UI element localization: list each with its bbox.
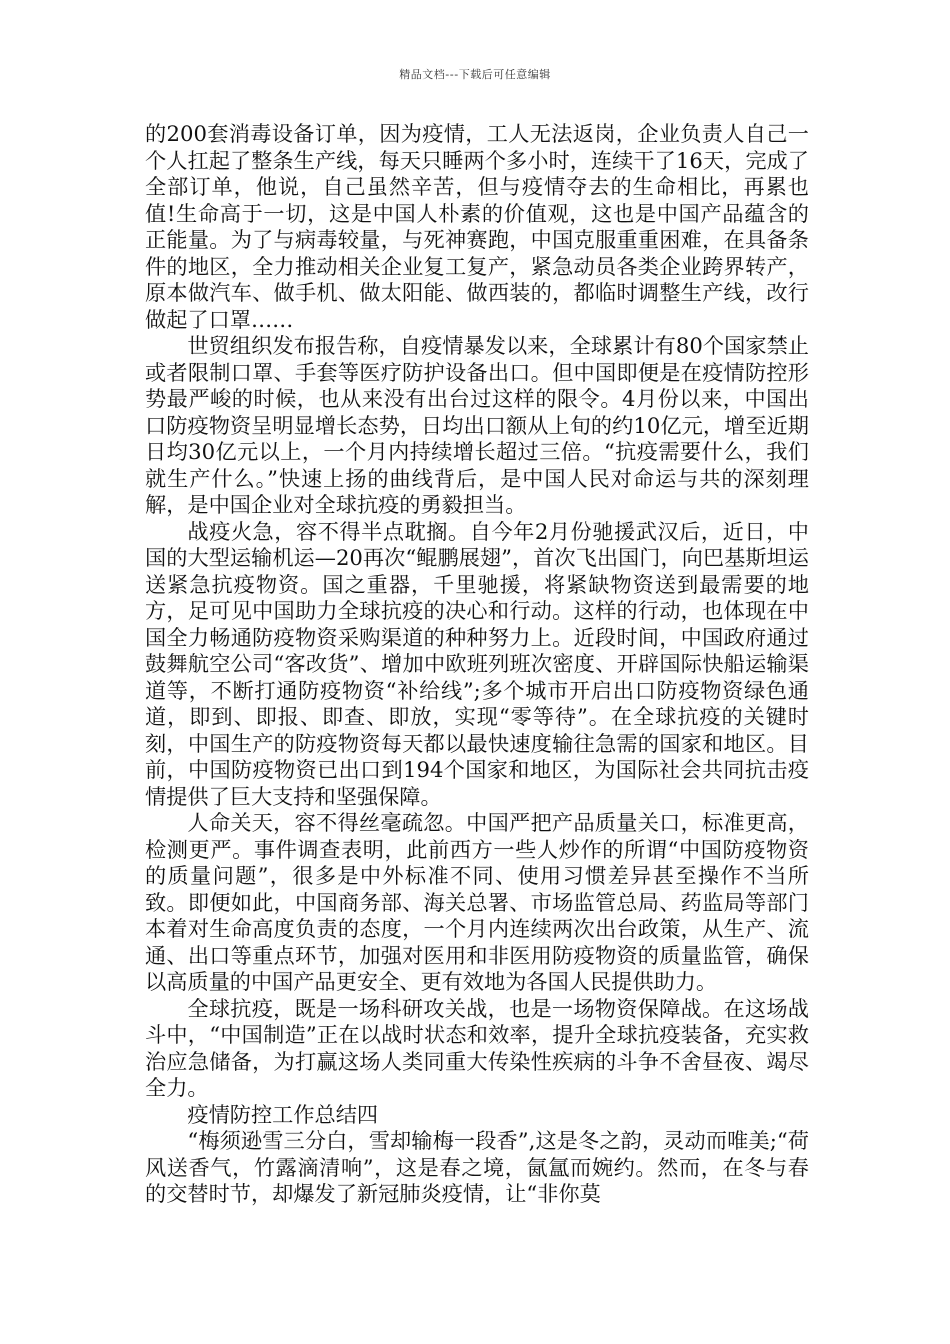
paragraph-2: 世贸组织发布报告称，自疫情暴发以来，全球累计有80个国家禁止或者限制口罩、手套等医疗防护设备出口。但中国即便是在疫情防控形势最严峻的时候，也从来没有出台过这样的限令。4月份以来，中国出口防疫物资呈明显增长态势，日均出口额从上旬的约10亿元，增至近期日均30亿元以上，一个月内持续增长超过三倍。“抗疫需要什么，我们就生产什么。”快速上扬的曲线背后，是中国人民对命运与共的深刻理解，是中国企业对全球抗疫的勇毅担当。 xyxy=(145,333,809,517)
paragraph-4: 人命关天，容不得丝毫疏忽。中国严把产品质量关口，标准更高，检测更严。事件调查表明，此前西方一些人炒作的所谓“中国防疫物资的质量问题”，很多是中外标准不同、使用习惯差异甚至操作不当所致。即便如此，中国商务部、海关总署、市场监管总局、药监局等部门本着对生命高度负责的态度，一个月内连续两次出台政策，从生产、流通、出口等重点环节，加强对医用和非医用防疫物资的质量监管，确保以高质量的中国产品更安全、更有效地为各国人民提供助力。 xyxy=(145,810,809,994)
paragraph-5: 全球抗疫，既是一场科研攻关战，也是一场物资保障战。在这场战斗中，“中国制造”正在以战时状态和效率，提升全球抗疫装备，充实救治应急储备，为打赢这场人类同重大传染性疾病的斗争不舍昼夜、竭尽全力。 xyxy=(145,995,809,1100)
page-header: 精品文档---下载后可任意编辑 xyxy=(399,68,551,81)
document-body xyxy=(145,121,809,1208)
paragraph-6: “梅须逊雪三分白，雪却输梅一段香”,这是冬之韵，灵动而唯美;“荷风送香气，竹露滴清响”，这是春之境，氤氲而婉约。然而，在冬与春的交替时节，却爆发了新冠肺炎疫情，让“非你莫 xyxy=(145,1128,809,1206)
section-heading: 疫情防控工作总结四 xyxy=(187,1101,379,1127)
paragraph-1: 的200套消毒设备订单，因为疫情，工人无法返岗，企业负责人自己一个人扛起了整条生产线，每天只睡两个多小时，连续干了16天，完成了全部订单，他说，自己虽然辛苦，但与疫情夺去的生命相比，再累也值!生命高于一切，这是中国人朴素的价值观，这也是中国产品蕴含的正能量。为了与病毒较量，与死神赛跑，中国克服重重困难，在具备条件的地区，全力推动相关企业复工复产，紧急动员各类企业跨界转产，原本做汽车、做手机、做太阳能、做西装的，都临时调整生产线，改行做起了口罩…… xyxy=(145,121,809,332)
paragraph-3: 战疫火急，容不得半点耽搁。自今年2月份驰援武汉后，近日，中国的大型运输机运—20再次“鲲鹏展翅”，首次飞出国门，向巴基斯坦运送紧急抗疫物资。国之重器，千里驰援，将紧缺物资送到最需要的地方，足可见中国助力全球抗疫的决心和行动。这样的行动，也体现在中国全力畅通防疫物资采购渠道的种种努力上。近段时间，中国政府通过鼓舞航空公司“客改货”、增加中欧班列班次密度、开辟国际快船运输渠道等，不断打通防疫物资“补给线”;多个城市开启出口防疫物资绿色通道，即到、即报、即查、即放，实现“零等待”。在全球抗疫的关键时刻，中国生产的防疫物资每天都以最快速度输往急需的国家和地区。目前，中国防疫物资已出口到194个国家和地区，为国际社会共同抗击疫情提供了巨大支持和坚强保障。 xyxy=(145,518,809,809)
